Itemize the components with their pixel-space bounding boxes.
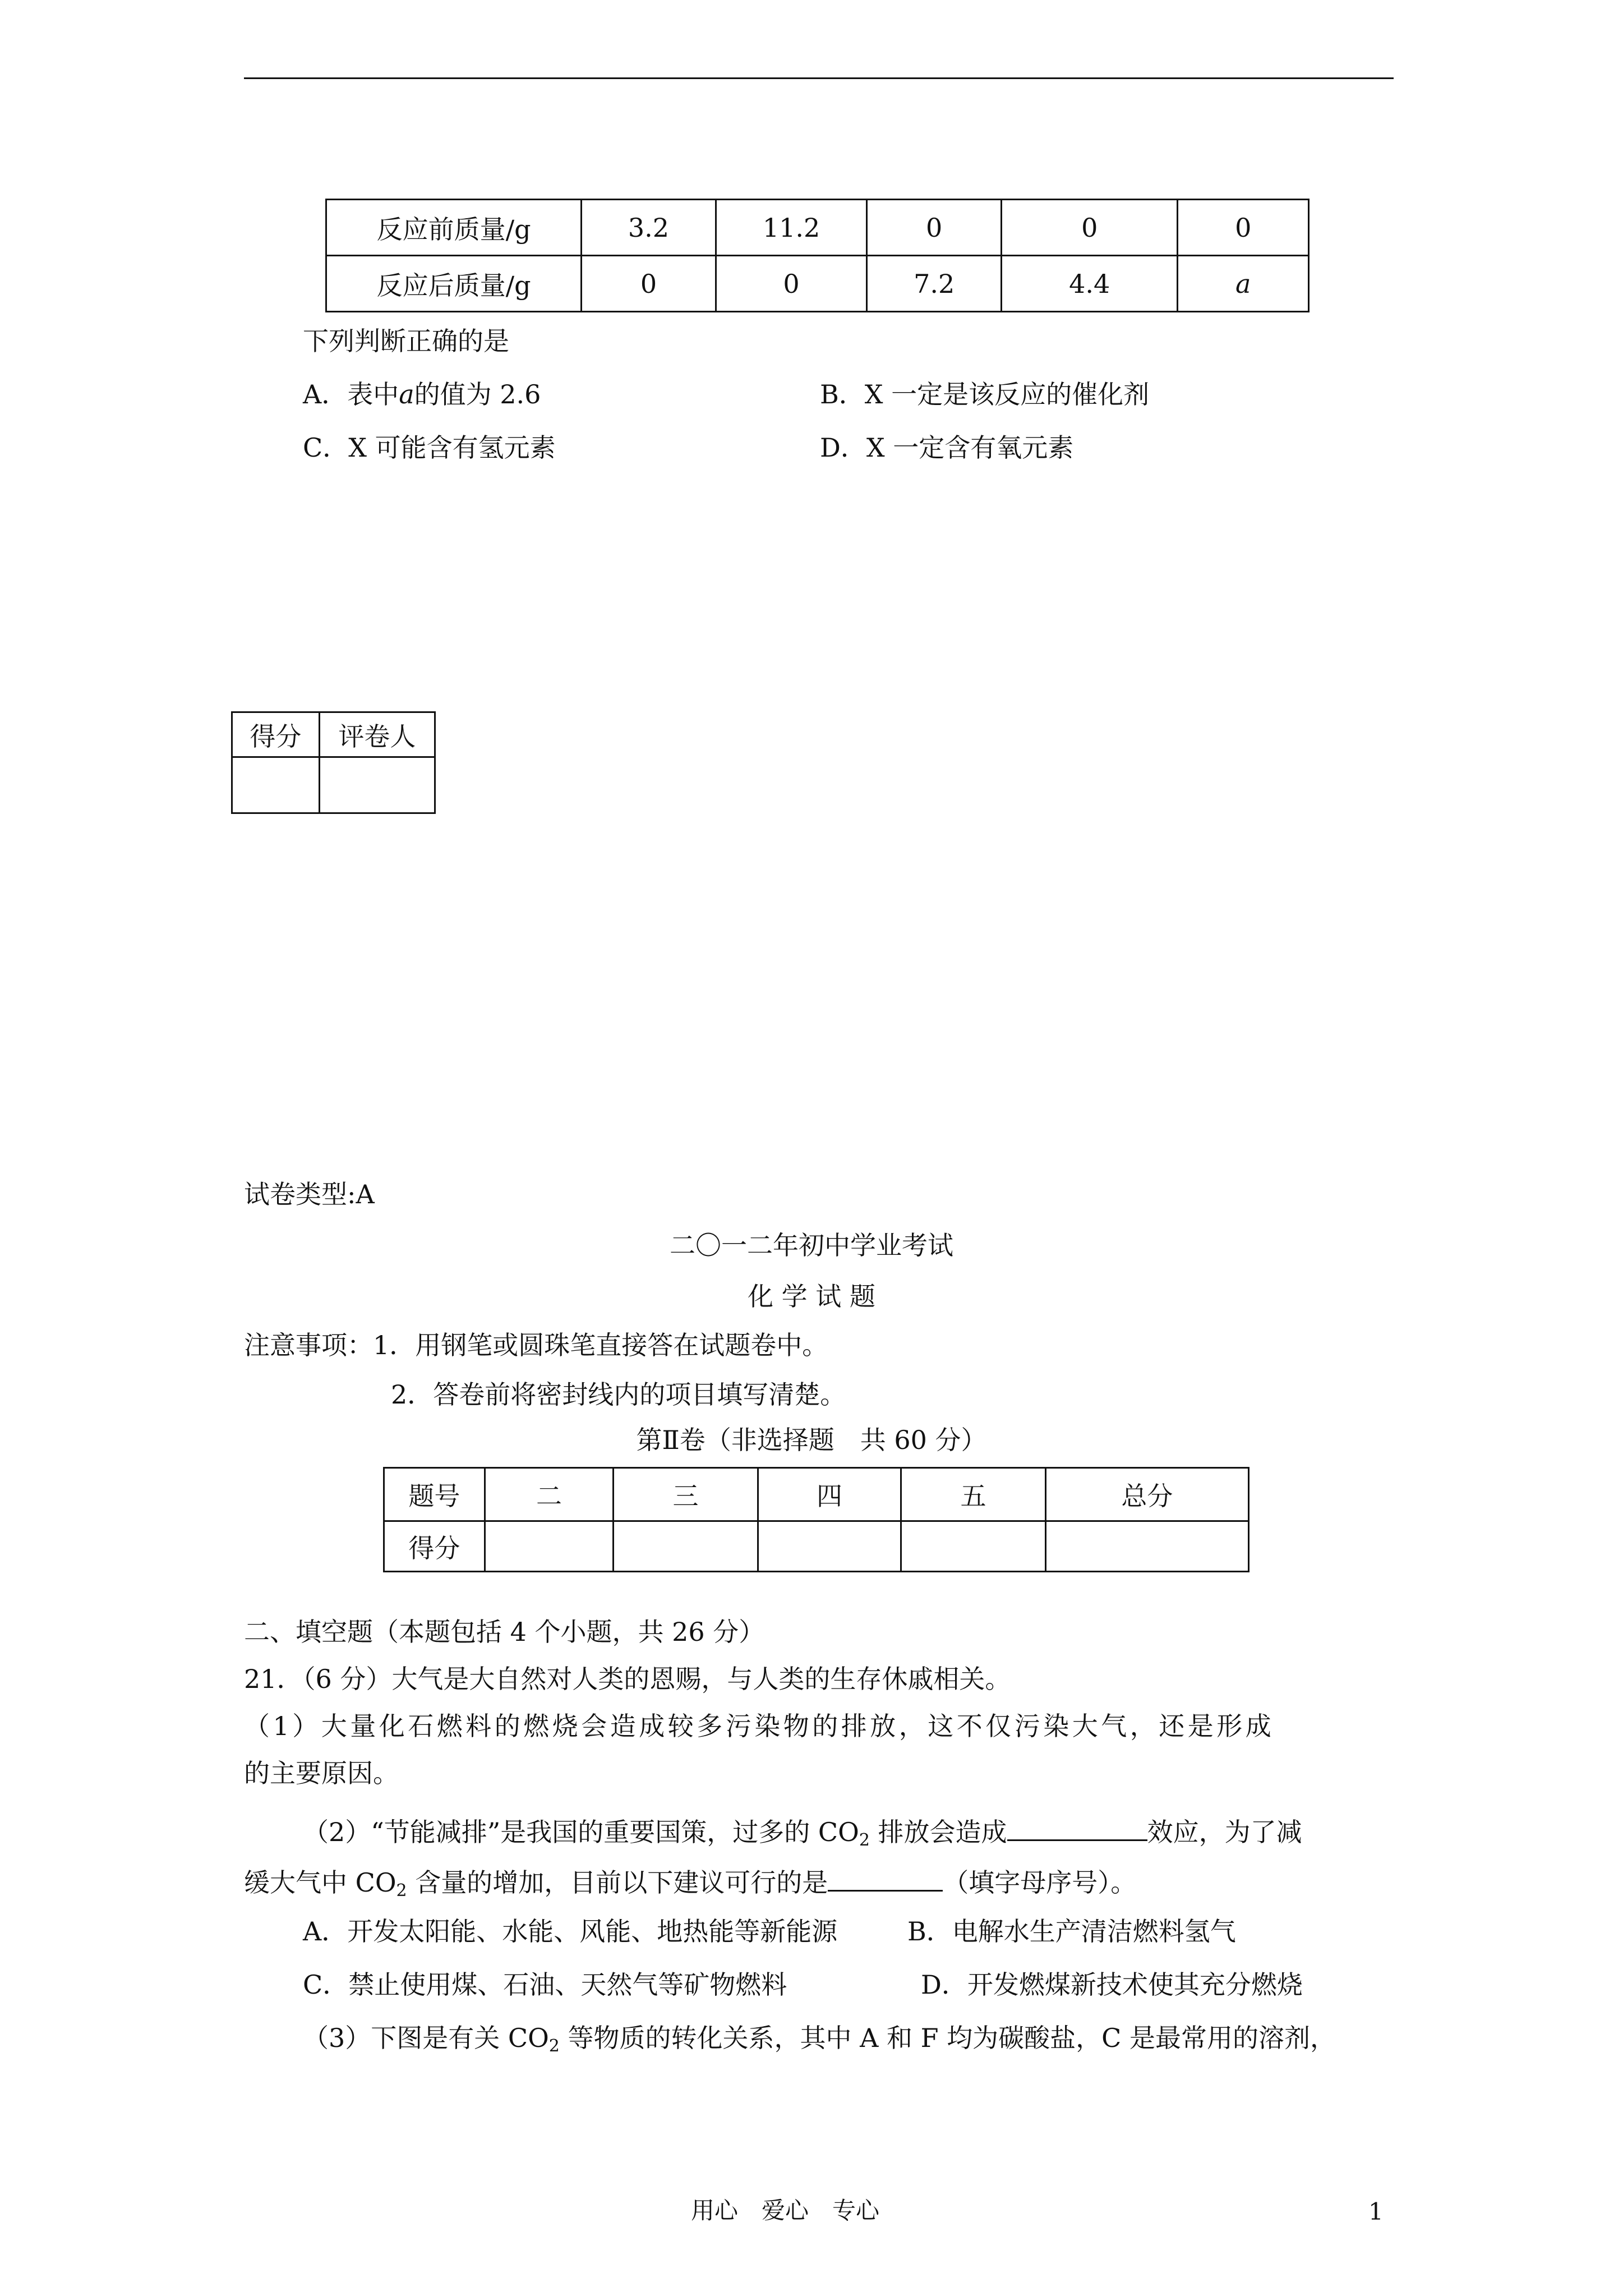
- exam-title: 二〇一二年初中学业考试: [670, 1230, 953, 1260]
- grader-label: 评卷人: [319, 712, 435, 757]
- text-span: （3）下图是有关 CO: [303, 2023, 549, 2053]
- q21-option-b: B．电解水生产清洁燃料氢气: [907, 1916, 1236, 1947]
- option-d: D．X 一定含有氧元素: [820, 432, 1074, 463]
- option-a-prefix: A．表中: [303, 379, 399, 409]
- subscript: 2: [548, 2036, 560, 2056]
- table-cell: 11.2: [716, 200, 867, 256]
- notes-first: 注意事项：1．用钢笔或圆珠笔直接答在试题卷中。: [244, 1330, 828, 1360]
- score-table: [383, 1467, 1249, 1572]
- text-span: 缓大气中 CO: [244, 1867, 396, 1898]
- text-span: （2）“节能减排”是我国的重要国策，过多的 CO: [303, 1817, 859, 1847]
- q21-option-c: C．禁止使用煤、石油、天然气等矿物燃料: [303, 1970, 787, 2000]
- q21-part3: [303, 2023, 1336, 2056]
- option-c: C．X 可能含有氢元素: [303, 432, 556, 463]
- text-span: （填字母序号）。: [943, 1867, 1137, 1898]
- table-cell: 4.4: [1001, 256, 1177, 312]
- score-header: 五: [901, 1468, 1045, 1521]
- option-a-variable: a: [399, 379, 414, 409]
- subscript: 2: [396, 1881, 407, 1901]
- score-cell: [485, 1521, 614, 1572]
- table-row: [232, 757, 435, 813]
- footer-motto: 用心 爱心 专心: [691, 2197, 880, 2224]
- q21-intro: 21．（6 分）大气是大自然对人类的恩赐，与人类的生存休戚相关。: [244, 1664, 1011, 1694]
- subject-title: 化 学 试 题: [748, 1281, 875, 1312]
- table-cell: a: [1178, 256, 1309, 312]
- question-prompt: 下列判断正确的是: [303, 326, 509, 356]
- score-cell: [901, 1521, 1045, 1572]
- text-span: 等物质的转化关系，其中 A 和 F 均为碳酸盐，C 是最常用的溶剂，: [559, 2023, 1336, 2053]
- q21-part1-line2: 的主要原因。: [244, 1758, 399, 1788]
- table-cell: 0: [867, 200, 1002, 256]
- score-cell: [614, 1521, 758, 1572]
- subscript: 2: [859, 1830, 870, 1850]
- score-row-label: 得分: [384, 1521, 485, 1572]
- score-header: 二: [485, 1468, 614, 1521]
- table-row: [232, 712, 435, 757]
- paper-type: 试卷类型:A: [244, 1179, 375, 1209]
- table-cell: 0: [716, 256, 867, 312]
- table-cell: 0: [582, 256, 716, 312]
- score-cell: [758, 1521, 901, 1572]
- text-span: 含量的增加，目前以下建议可行的是: [407, 1867, 828, 1898]
- header-rule: [244, 77, 1394, 79]
- option-a: [303, 381, 541, 407]
- text-span: 效应，为了减: [1147, 1817, 1302, 1847]
- answer-blank-options[interactable]: [828, 1865, 943, 1892]
- q21-part2-line2: [244, 1865, 1137, 1901]
- reaction-mass-table: [325, 199, 1310, 312]
- table-row: [384, 1468, 1249, 1521]
- table-cell: 7.2: [867, 256, 1002, 312]
- score-cell: [1045, 1521, 1248, 1572]
- q21-part2-line1: [303, 1815, 1302, 1850]
- row-label: 反应后质量/g: [326, 256, 582, 312]
- notes-second: 2．答卷前将密封线内的项目填写清楚。: [391, 1379, 846, 1410]
- score-header: 三: [614, 1468, 758, 1521]
- section-two-title: 二、填空题（本题包括 4 个小题，共 26 分）: [244, 1617, 765, 1647]
- score-header: 题号: [384, 1468, 485, 1521]
- score-header: 总分: [1045, 1468, 1248, 1521]
- answer-blank-effect[interactable]: [1007, 1815, 1147, 1841]
- table-cell: 0: [1178, 200, 1309, 256]
- text-span: 排放会造成: [869, 1817, 1007, 1847]
- score-header: 四: [758, 1468, 901, 1521]
- table-cell: 0: [1001, 200, 1177, 256]
- grader-cell: [319, 757, 435, 813]
- grader-box: [231, 711, 436, 814]
- q21-part1-line1: （1）大量化石燃料的燃烧会造成较多污染物的排放，这不仅污染大气，还是形成: [244, 1711, 1275, 1741]
- table-row: [384, 1521, 1249, 1572]
- table-row: [326, 256, 1309, 312]
- score-cell: [232, 757, 320, 813]
- q21-option-d: D．开发燃煤新技术使其充分燃烧: [921, 1970, 1303, 2000]
- score-label: 得分: [232, 712, 320, 757]
- volume-title: 第Ⅱ卷（非选择题 共 60 分）: [636, 1425, 987, 1455]
- q21-option-a: A．开发太阳能、水能、风能、地热能等新能源: [303, 1916, 838, 1947]
- option-a-suffix: 的值为 2.6: [414, 379, 541, 409]
- option-b: B．X 一定是该反应的催化剂: [820, 379, 1150, 409]
- table-cell: 3.2: [582, 200, 716, 256]
- table-row: [326, 200, 1309, 256]
- page-number: 1: [1368, 2198, 1384, 2225]
- row-label: 反应前质量/g: [326, 200, 582, 256]
